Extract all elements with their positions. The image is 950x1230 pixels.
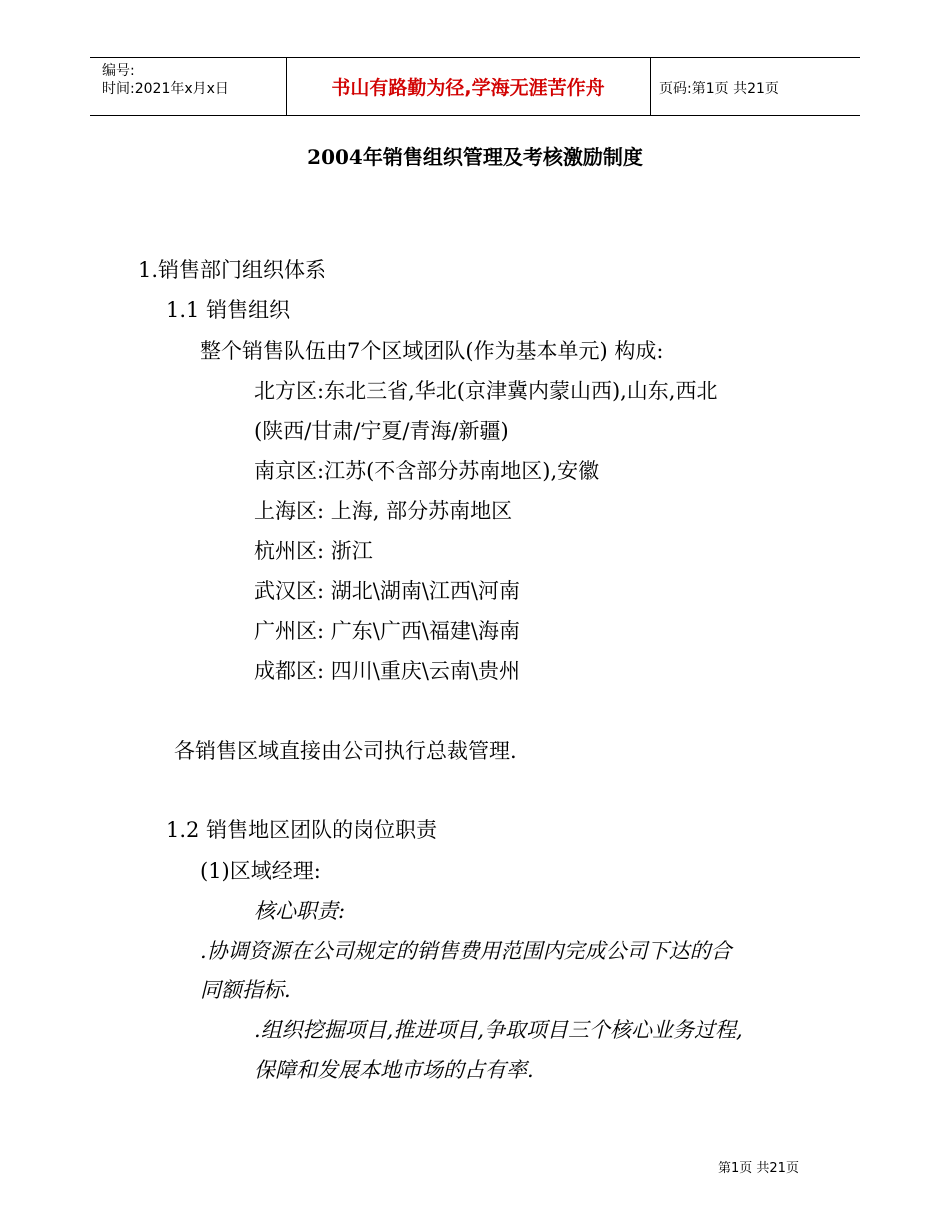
header-motto: 书山有路勤为径,学海无涯苦作舟 <box>331 77 605 99</box>
header-page-label: 页码:第1页 共21页 <box>659 81 779 97</box>
header-top-rule <box>90 57 860 58</box>
region-line: (陕西/甘肃/宁夏/青海/新疆) <box>254 419 509 443</box>
region-line: 南京区:江苏(不含部分苏南地区),安徽 <box>254 459 600 483</box>
item-heading: (1)区域经理: <box>200 859 321 883</box>
header-time-label: 时间:2021年x月x日 <box>102 81 229 97</box>
paragraph: 整个销售队伍由7个区域团队(作为基本单元) 构成: <box>200 339 664 363</box>
document-title: 2004年销售组织管理及考核激励制度 <box>307 145 643 169</box>
duty-line: 同额指标. <box>200 978 291 1002</box>
region-line: 武汉区: 湖北\湖南\江西\河南 <box>254 579 520 603</box>
duty-line: .协调资源在公司规定的销售费用范围内完成公司下达的合 <box>200 939 732 963</box>
region-line: 上海区: 上海, 部分苏南地区 <box>254 499 513 523</box>
region-line: 杭州区: 浙江 <box>254 539 373 563</box>
item-subheading: 核心职责: <box>254 899 346 923</box>
subsection-heading: 1.1 销售组织 <box>166 298 291 322</box>
region-line: 广州区: 广东\广西\福建\海南 <box>254 619 520 643</box>
footer-page-label: 第1页 共21页 <box>718 1161 799 1176</box>
header-divider-right <box>650 57 651 115</box>
subsection-heading: 1.2 销售地区团队的岗位职责 <box>166 818 438 842</box>
paragraph: 各销售区域直接由公司执行总裁管理. <box>174 739 517 763</box>
duty-line: 保障和发展本地市场的占有率. <box>254 1058 534 1082</box>
region-line: 成都区: 四川\重庆\云南\贵州 <box>254 659 520 683</box>
region-line: 北方区:东北三省,华北(京津冀内蒙山西),山东,西北 <box>254 379 718 403</box>
header-number-label: 编号: <box>102 63 135 79</box>
section-heading: 1.销售部门组织体系 <box>138 258 327 282</box>
header-bottom-rule <box>90 115 860 116</box>
duty-line: .组织挖掘项目,推进项目,争取项目三个核心业务过程, <box>254 1018 743 1042</box>
